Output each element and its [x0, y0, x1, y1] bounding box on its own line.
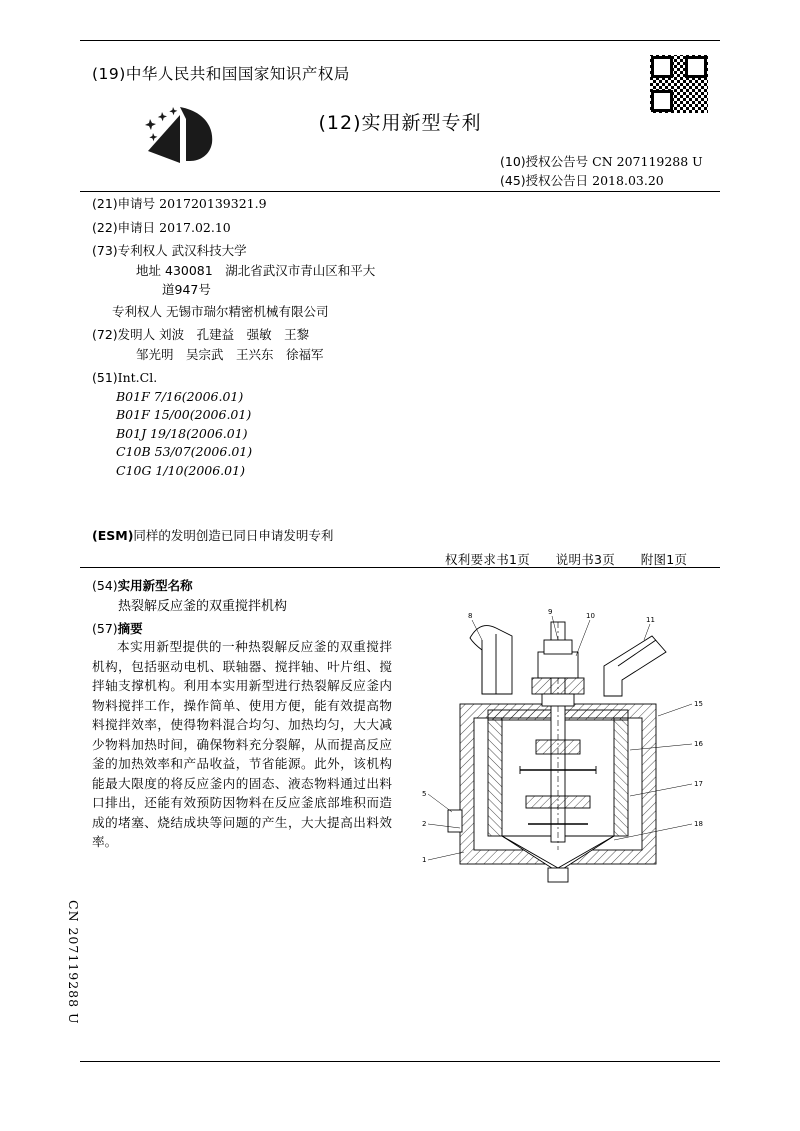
- ipc-class-5: C10G 1/10(2006.01): [116, 462, 245, 478]
- callout-5: 5: [422, 790, 427, 798]
- issuing-office: [92, 62, 350, 84]
- abstract-label: 摘要: [117, 621, 143, 636]
- doc-kind-name: 实用新型专利: [361, 112, 482, 134]
- callout-1: 1: [422, 856, 427, 864]
- divider-top: [80, 191, 720, 192]
- abstract-text: 本实用新型提供的一种热裂解反应釜的双重搅拌机构，包括驱动电机、联轴器、搅拌轴、叶片组、搅拌轴支撑机构。利用本实用新型进行热裂解反应釜内物料搅拌工作，操作简单、使用方便，能有效提高物料搅拌效率，使得物料混合均匀、加热均匀，大大减少物料加热时间，确保物料充分裂解，从而提高反应釜的加热效率和产品收益，节省能源。此外，该机构能最大限度的将反应釜内的固态、液态物料通过出料口排出，还能有效预防因物料在反应釜底部堆积而造成的堵塞、烧结成块等问题的产生，大大提高出料效率。: [92, 639, 392, 850]
- inventor-label: 发明人: [117, 327, 156, 342]
- esm-text: 同样的发明创造已同日申请发明专利: [133, 528, 334, 543]
- app-date-label: 申请日: [117, 219, 156, 235]
- title-section-header: [92, 576, 193, 594]
- app-date-code: (22): [92, 219, 118, 235]
- address-line-1: 430081 湖北省武汉市青山区和平大: [165, 262, 376, 278]
- ipc-header-row: [92, 372, 492, 385]
- office-code: (19): [92, 65, 126, 83]
- applicant-label: 专利权人: [117, 243, 168, 258]
- title-label: 实用新型名称: [117, 578, 193, 593]
- app-date-value: 2017.02.10: [159, 219, 231, 235]
- esm-code: (ESM): [92, 528, 134, 543]
- application-date-row: [92, 219, 492, 235]
- abstract-section-header: [92, 619, 143, 637]
- app-no-value: 201720139321.9: [159, 196, 267, 211]
- pub-no-label: (10)授权公告号: [500, 154, 589, 169]
- inventors-line-1: 刘波 孔建益 强敏 王黎: [159, 327, 310, 342]
- title-code: (54): [92, 578, 118, 593]
- callout-8: 8: [468, 612, 473, 620]
- pub-no-value: CN 207119288 U: [592, 154, 703, 169]
- applicant-code: (73): [92, 243, 118, 258]
- abstract-code: (57): [92, 621, 118, 636]
- reactor-diagram: [408, 600, 713, 890]
- applicant-value: 武汉科技大学: [171, 243, 247, 258]
- inventor-row: [92, 329, 492, 342]
- document-page-counts: 权利要求书1页 说明书3页 附图1页: [445, 552, 688, 567]
- publication-date: [500, 171, 664, 189]
- cnipa-logo-icon: [140, 105, 230, 167]
- callout-10: 10: [586, 612, 595, 620]
- callout-11: 11: [646, 616, 655, 624]
- address-row-2: [92, 284, 492, 297]
- callout-9: 9: [548, 608, 553, 616]
- publication-number: [500, 152, 703, 170]
- app-no-label: 申请号: [117, 196, 156, 211]
- callout-15: 15: [694, 700, 703, 708]
- callout-2: 2: [422, 820, 427, 828]
- abstract-figure: [408, 600, 713, 890]
- side-publication-id: CN 207119288 U: [66, 900, 81, 1025]
- invention-title: 热裂解反应釜的双重搅拌机构: [118, 599, 288, 614]
- address-label: 地址: [136, 262, 162, 278]
- ipc-class-2: B01F 15/00(2006.01): [116, 407, 252, 422]
- bibliographic-block: [92, 198, 492, 477]
- callout-18: 18: [694, 820, 703, 828]
- applicant-2-row: [92, 303, 492, 319]
- app-no-code: (21): [92, 196, 118, 211]
- inventor-row-2: [92, 346, 492, 362]
- pub-date-value: 2018.03.20: [592, 173, 664, 188]
- divider-middle: [80, 567, 720, 568]
- pub-date-label: (45)授权公告日: [500, 173, 589, 188]
- office-name: 中华人民共和国国家知识产权局: [125, 65, 350, 83]
- esm-note: [92, 526, 333, 544]
- doc-kind-code: (12): [318, 112, 362, 134]
- address-line-2: 道947号: [162, 282, 211, 297]
- qr-finder-bottom-left: [651, 90, 673, 112]
- inventor-code: (72): [92, 327, 118, 342]
- address-row: [92, 262, 492, 278]
- applicant-2-label: 专利权人: [112, 303, 163, 319]
- ipc-class-1: B01F 7/16(2006.01): [116, 388, 244, 404]
- ipc-class-4: C10B 53/07(2006.01): [116, 444, 253, 459]
- callout-16: 16: [694, 740, 703, 748]
- inventors-line-2: 邹光明 吴宗武 王兴东 徐福军: [136, 346, 324, 362]
- callout-17: 17: [694, 780, 703, 788]
- ipc-code: (51): [92, 370, 118, 385]
- qr-code-icon: [650, 55, 708, 113]
- applicant-2-value: 无锡市瑞尔精密机械有限公司: [166, 303, 329, 319]
- ipc-class-3: B01J 19/18(2006.01): [116, 425, 248, 441]
- application-number-row: [92, 198, 492, 211]
- ipc-label: Int.Cl.: [117, 370, 158, 385]
- applicant-row: [92, 245, 492, 258]
